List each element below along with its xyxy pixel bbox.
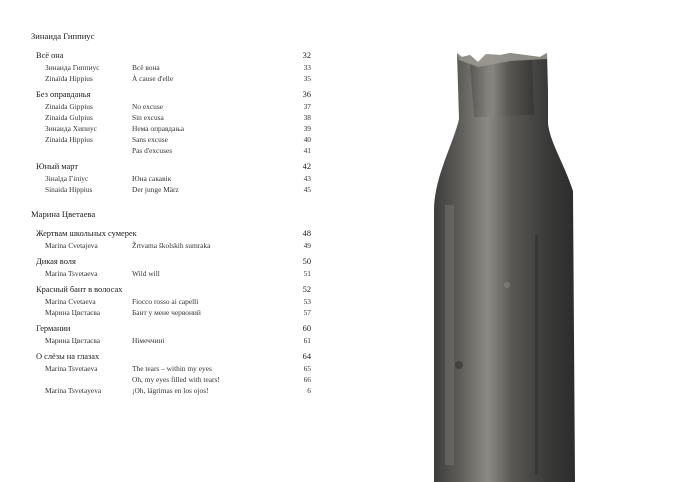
translation-title: Юна сакавік [132, 174, 172, 183]
toc-entry [31, 228, 311, 251]
poem-line [36, 351, 311, 363]
translation-title: Pas d'excuses [132, 146, 173, 155]
translator-name: Zinaida Hippius [45, 135, 93, 144]
page-number: 33 [303, 63, 311, 72]
page-number: 40 [303, 135, 311, 144]
translation-line [31, 101, 311, 112]
translation-line [31, 123, 311, 134]
poem-title: Всё она [36, 51, 64, 60]
translator-name: Zinaïda Hippius [45, 74, 93, 83]
page-number: 43 [303, 174, 311, 183]
page-number: 53 [303, 297, 311, 306]
translator-name: Marina Tsvetaeva [45, 269, 98, 278]
poem-line [36, 228, 311, 240]
toc-entry [31, 256, 311, 279]
translation-line [31, 62, 311, 73]
translation-line [31, 307, 311, 318]
translator-name: Зінаїда Гіпіус [45, 174, 89, 183]
bottle-neck-highlight [470, 58, 534, 117]
poem-title: Дикая воля [36, 257, 76, 266]
translator-name: Sinaida Hippius [45, 185, 93, 194]
section-tsvetaeva [31, 208, 311, 396]
translation-line [31, 335, 311, 346]
translation-line [31, 268, 311, 279]
translator-name: Marina Cvetajeva [45, 241, 98, 250]
page-number: 48 [302, 229, 311, 238]
translation-title: Sin excusa [132, 113, 164, 122]
translation-title: Wild will [132, 269, 160, 278]
table-of-contents [31, 30, 311, 396]
translation-title: Всё вона [132, 63, 160, 72]
poem-title: О слёзы на глазах [36, 352, 100, 361]
translator-name: Marina Cvetaeva [45, 297, 96, 306]
poem-title: Жертвам школьных сумерек [36, 229, 137, 238]
page-number: 39 [303, 124, 311, 133]
toc-entry [31, 161, 311, 195]
poem-line [36, 161, 311, 173]
page-number: 35 [303, 74, 311, 83]
translation-title: The tears – within my eyes [132, 364, 212, 373]
poem-line [36, 89, 311, 101]
translation-line [31, 363, 311, 374]
translation-title: Нема оправдања [132, 124, 184, 133]
poem-line [36, 256, 311, 268]
translator-name: Зинаида Хипиус [45, 124, 97, 133]
translation-title: Žrtvama školskih sumraka [132, 241, 211, 250]
translation-line [31, 173, 311, 184]
translation-title: Der junge März [132, 185, 179, 194]
poem-title: Красный бант в волосах [36, 285, 123, 294]
page-number: 49 [303, 241, 311, 250]
translation-line [31, 145, 311, 156]
toc-entry [31, 284, 311, 318]
translator-name: Зинаида Гиппиус [45, 63, 100, 72]
toc-entry [31, 50, 311, 84]
toc-entry [31, 89, 311, 156]
poem-line [36, 284, 311, 296]
page-number: 42 [302, 162, 311, 171]
page-number: 51 [303, 269, 311, 278]
page-number: 60 [302, 324, 311, 333]
page-number: 45 [303, 185, 311, 194]
translation-title: No excuse [132, 102, 163, 111]
translator-name: Marina Tsvetaeva [45, 364, 98, 373]
translation-line [31, 73, 311, 84]
translation-line [31, 296, 311, 307]
page-number: 52 [302, 285, 311, 294]
translation-title: Oh, my eyes filled with tears! [132, 375, 220, 384]
translation-line [31, 112, 311, 123]
translation-line [31, 134, 311, 145]
translator-name: Zinaida Gippius [45, 102, 93, 111]
translation-line [31, 385, 311, 396]
poem-line [36, 323, 311, 335]
page-number: 64 [302, 352, 311, 361]
section-gippius [31, 30, 311, 195]
translation-title: ¡Oh, lágrimas en los ojos! [132, 386, 209, 395]
translator-name: Марина Цвєтаєва [45, 336, 101, 345]
bottle-body [434, 53, 575, 482]
section-author-heading: Зинаида Гиппиус [31, 31, 95, 41]
page-number: 57 [303, 308, 311, 317]
poem-title: Юный март [36, 162, 78, 171]
page-number: 65 [303, 364, 311, 373]
page-number: 36 [302, 90, 311, 99]
page-number: 50 [302, 257, 311, 266]
translation-line [31, 374, 311, 385]
toc-entry [31, 351, 311, 396]
translation-title: Німеччині [132, 336, 165, 345]
translator-name: Марина Цвєтаєва [45, 308, 101, 317]
poem-line [36, 50, 311, 62]
translation-line [31, 240, 311, 251]
translator-name: Marina Tsvetayeva [45, 386, 102, 395]
page-number: 37 [303, 102, 311, 111]
translation-title: Fiocco rosso ai capelli [132, 297, 199, 306]
page-number: 6 [307, 386, 311, 395]
translation-title: À cause d'elle [132, 74, 174, 83]
translator-name: Zinaida Gulpius [45, 113, 93, 122]
page-number: 61 [303, 336, 311, 345]
section-author-heading: Марина Цветаева [31, 209, 96, 219]
page-number: 41 [303, 146, 311, 155]
poem-title: Германии [36, 324, 71, 333]
page-number: 38 [303, 113, 311, 122]
page-number: 66 [303, 375, 311, 384]
translation-title: Бант у мене червоний [132, 308, 201, 317]
bottle-neck-photo [414, 35, 646, 482]
poem-title: Без оправданья [36, 90, 91, 99]
translation-title: Sans excuse [132, 135, 168, 144]
toc-entry [31, 323, 311, 346]
translation-line [31, 184, 311, 195]
page-number: 32 [302, 51, 311, 60]
